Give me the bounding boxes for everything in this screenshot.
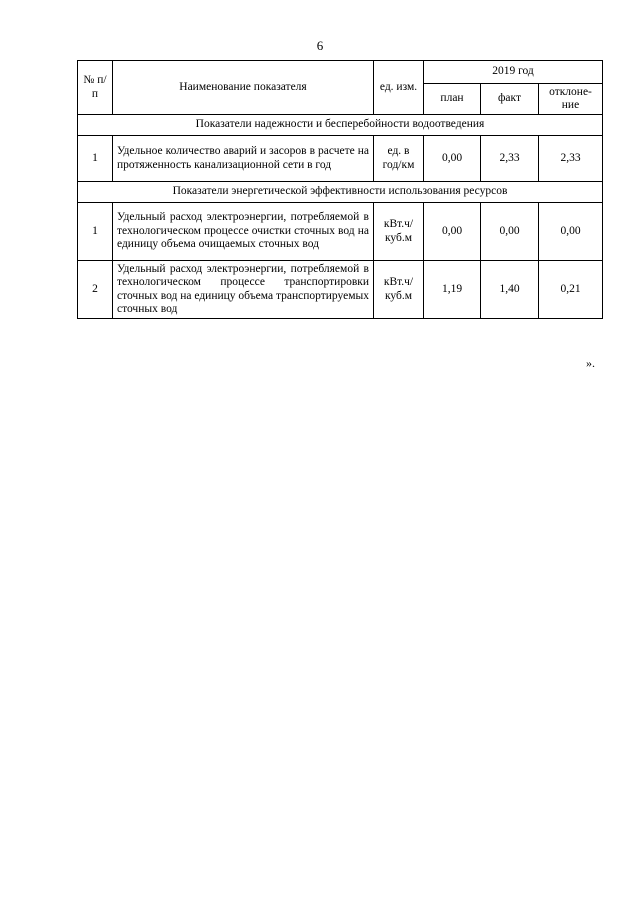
header-deviation: отклоне-ние xyxy=(539,84,603,115)
table-row xyxy=(78,203,603,261)
section-row xyxy=(78,182,603,203)
row-unit: кВт.ч/куб.м xyxy=(374,203,424,261)
table-header-row xyxy=(78,61,603,84)
row-plan: 0,00 xyxy=(424,136,481,182)
row-name: Удельный расход электроэнергии, потребляемой в технологическом процессе транспортировки сточных вод на единицу объема транспортируемых сточных вод xyxy=(113,261,374,319)
header-unit: ед. изм. xyxy=(374,61,424,115)
row-num: 1 xyxy=(78,203,113,261)
row-name: Удельный расход электроэнергии, потребляемой в технологическом процессе очистки сточных вод на единицу объема очищаемых сточных вод xyxy=(113,203,374,261)
section-title: Показатели энергетической эффективности использования ресурсов xyxy=(78,182,603,203)
row-fact: 2,33 xyxy=(481,136,539,182)
row-deviation: 0,00 xyxy=(539,203,603,261)
table-row xyxy=(78,136,603,182)
section-row xyxy=(78,115,603,136)
page-number: 6 xyxy=(316,38,324,53)
row-unit: ед. в год/км xyxy=(374,136,424,182)
row-fact: 1,40 xyxy=(481,261,539,319)
row-plan: 0,00 xyxy=(424,203,481,261)
row-num: 2 xyxy=(78,261,113,319)
table-row xyxy=(78,261,603,319)
row-deviation: 0,21 xyxy=(539,261,603,319)
row-unit: кВт.ч/куб.м xyxy=(374,261,424,319)
header-name: Наименование показателя xyxy=(113,61,374,115)
row-num: 1 xyxy=(78,136,113,182)
header-num: № п/п xyxy=(78,61,113,115)
row-deviation: 2,33 xyxy=(539,136,603,182)
closing-quote: ». xyxy=(586,356,595,370)
header-fact: факт xyxy=(481,84,539,115)
section-title: Показатели надежности и бесперебойности водоотведения xyxy=(78,115,603,136)
indicators-table xyxy=(77,60,603,319)
row-name: Удельное количество аварий и засоров в расчете на протяженность канализационной сети в год xyxy=(113,136,374,182)
header-year: 2019 год xyxy=(424,61,603,84)
row-plan: 1,19 xyxy=(424,261,481,319)
header-plan: план xyxy=(424,84,481,115)
row-fact: 0,00 xyxy=(481,203,539,261)
